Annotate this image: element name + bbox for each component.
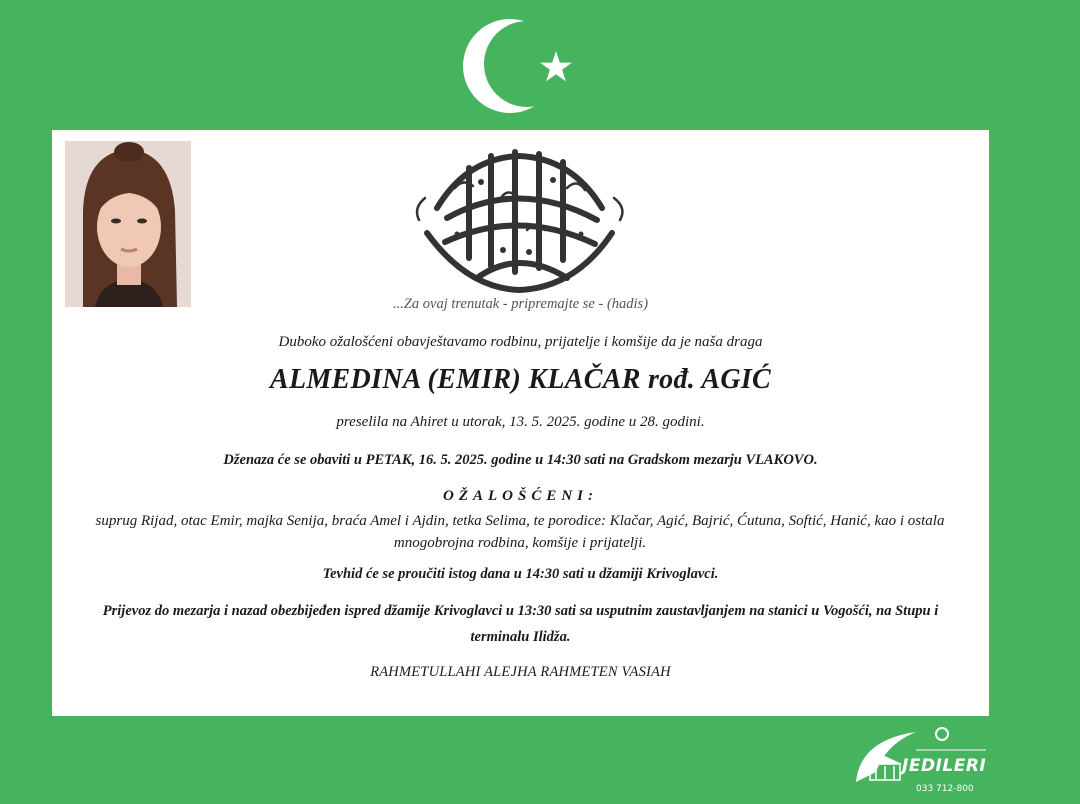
hadis-quote: ...Za ovaj trenutak - pripremajte se - (hadis) xyxy=(392,296,649,312)
mourners-list: suprug Rijad, otac Emir, majka Senija, braća Amel i Ajdin, tetka Selima, te porodice: Klačar, Agić, Bajrić, Ćutuna, Softić, Hanić, kao i ostala mnogobrojna rodbina, komšije i prijatelji. xyxy=(95,513,945,551)
logo-name: JEDILERI xyxy=(902,756,987,776)
deceased-name: ALMEDINA (EMIR) KLAČAR rođ. AGIĆ xyxy=(269,364,772,395)
death-date-text: preselila na Ahiret u utorak, 13. 5. 2025. godine u 28. godini. xyxy=(336,414,705,430)
transport-text: Prijevoz do mezarja i nazad obezbijeđen ispred džamije Krivoglavci u 13:30 sati sa usputnim zaustavljanjem na stanici u Vogošći, na Stupu i terminalu Ilidža. xyxy=(102,603,939,645)
portrait-photo xyxy=(65,141,191,307)
obituary-card xyxy=(52,130,989,716)
crescent-star-icon xyxy=(460,14,580,118)
closing-prayer: RAHMETULLAHI ALEJHA RAHMETEN VASIAH xyxy=(370,664,671,680)
funeral-text: Dženaza će se obaviti u PETAK, 16. 5. 2025. godine u 14:30 sati na Gradskom mezarju VLAKOVO. xyxy=(223,452,818,468)
arabic-calligraphy xyxy=(407,138,632,298)
jedileri-logo xyxy=(846,722,996,800)
mourners-heading: OŽALOŠĆENI: xyxy=(442,488,598,504)
tevhid-text: Tevhid će se proučiti istog dana u 14:30 sati u džamiji Krivoglavci. xyxy=(322,566,719,582)
intro-text: Duboko ožalošćeni obavještavamo rodbinu, prijatelje i komšije da je naša draga xyxy=(278,334,763,350)
logo-phone: 033 712-800 xyxy=(916,784,974,794)
